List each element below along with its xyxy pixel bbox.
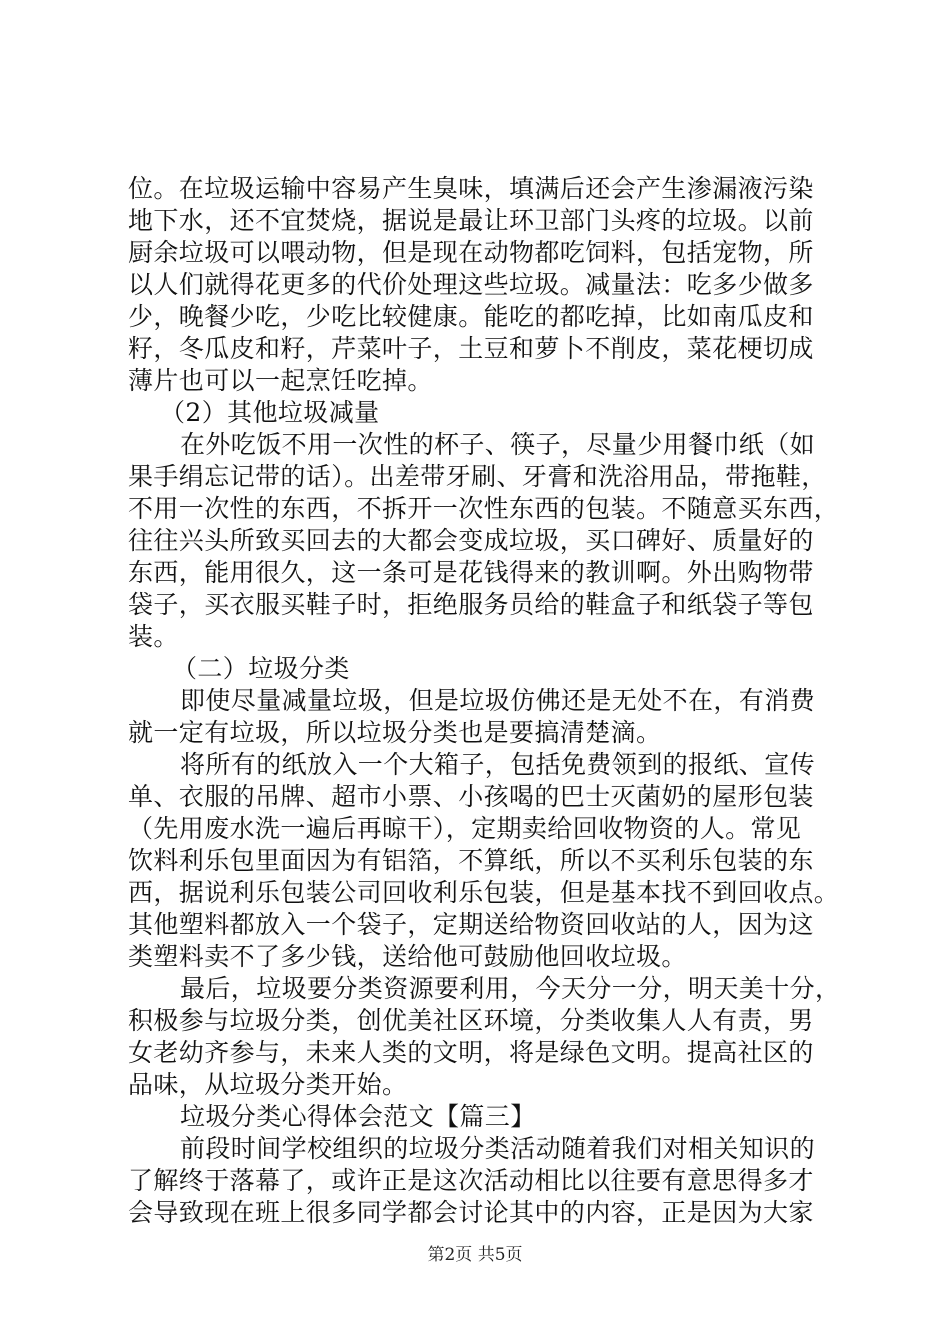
text-line: 积极参与垃圾分类，创优美社区环境，分类收集人人有责，男 — [128, 1006, 814, 1035]
text-line: 袋子，买衣服买鞋子时，拒绝服务员给的鞋盒子和纸袋子等包 — [128, 590, 814, 619]
text-line: 不用一次性的东西，不拆开一次性东西的包装。不随意买东西， — [128, 494, 840, 523]
paragraph-first-line: 将所有的纸放入一个大箱子，包括免费领到的报纸、宣传 — [180, 750, 816, 779]
text-line: 类塑料卖不了多少钱，送给他可鼓励他回收垃圾。 — [128, 942, 687, 971]
text-line: 就一定有垃圾，所以垃圾分类也是要搞清楚滴。 — [128, 718, 662, 747]
text-line: 女老幼齐参与，未来人类的文明，将是绿色文明。提高社区的 — [128, 1038, 814, 1067]
text-line: 西，据说利乐包装公司回收利乐包装，但是基本找不到回收点。 — [128, 878, 840, 907]
text-line: 会导致现在班上很多同学都会讨论其中的内容，正是因为大家 — [128, 1198, 814, 1227]
paragraph-first-line: 前段时间学校组织的垃圾分类活动随着我们对相关知识的 — [180, 1134, 816, 1163]
text-line: 籽，冬瓜皮和籽，芹菜叶子，土豆和萝卜不削皮，菜花梗切成 — [128, 334, 814, 363]
text-line: 厨余垃圾可以喂动物，但是现在动物都吃饲料，包括宠物，所 — [128, 238, 814, 267]
text-line: 果手绢忘记带的话）。出差带牙刷、牙膏和洗浴用品，带拖鞋， — [128, 462, 827, 491]
text-line: 装。 — [128, 622, 179, 651]
text-line: 往往兴头所致买回去的大都会变成垃圾，买口碑好、质量好的 — [128, 526, 814, 555]
paragraph-first-line: 在外吃饭不用一次性的杯子、筷子，尽量少用餐巾纸（如 — [180, 430, 816, 459]
text-line: 单、衣服的吊牌、超市小票、小孩喝的巴士灭菌奶的屋形包装 — [128, 782, 814, 811]
text-line: （先用废水洗一遍后再晾干），定期卖给回收物资的人。常见 — [128, 814, 802, 843]
section-heading: （2）其他垃圾减量 — [160, 398, 380, 427]
text-line: 以人们就得花更多的代价处理这些垃圾。减量法：吃多少做多 — [128, 270, 814, 299]
page-number-footer: 第2页 共5页 — [427, 1245, 523, 1265]
text-line: 地下水，还不宜焚烧，据说是最让环卫部门头疼的垃圾。以前 — [128, 206, 814, 235]
text-line: 饮料利乐包里面因为有铝箔，不算纸，所以不买利乐包装的东 — [128, 846, 814, 875]
text-line: 东西，能用很久，这一条可是花钱得来的教训啊。外出购物带 — [128, 558, 814, 587]
article-heading: 垃圾分类心得体会范文【篇三】 — [180, 1102, 536, 1131]
paragraph-first-line: 最后，垃圾要分类资源要利用，今天分一分，明天美十分， — [180, 974, 841, 1003]
text-line: 其他塑料都放入一个袋子，定期送给物资回收站的人，因为这 — [128, 910, 814, 939]
section-heading: （二）垃圾分类 — [172, 654, 350, 683]
text-line: 位。在垃圾运输中容易产生臭味，填满后还会产生渗漏液污染 — [128, 174, 814, 203]
text-line: 品味，从垃圾分类开始。 — [128, 1070, 408, 1099]
paragraph-first-line: 即使尽量减量垃圾，但是垃圾仿佛还是无处不在，有消费 — [180, 686, 816, 715]
text-line: 薄片也可以一起烹饪吃掉。 — [128, 366, 433, 395]
text-line: 了解终于落幕了，或许正是这次活动相比以往要有意思得多才 — [128, 1166, 814, 1195]
text-line: 少，晚餐少吃，少吃比较健康。能吃的都吃掉，比如南瓜皮和 — [128, 302, 814, 331]
